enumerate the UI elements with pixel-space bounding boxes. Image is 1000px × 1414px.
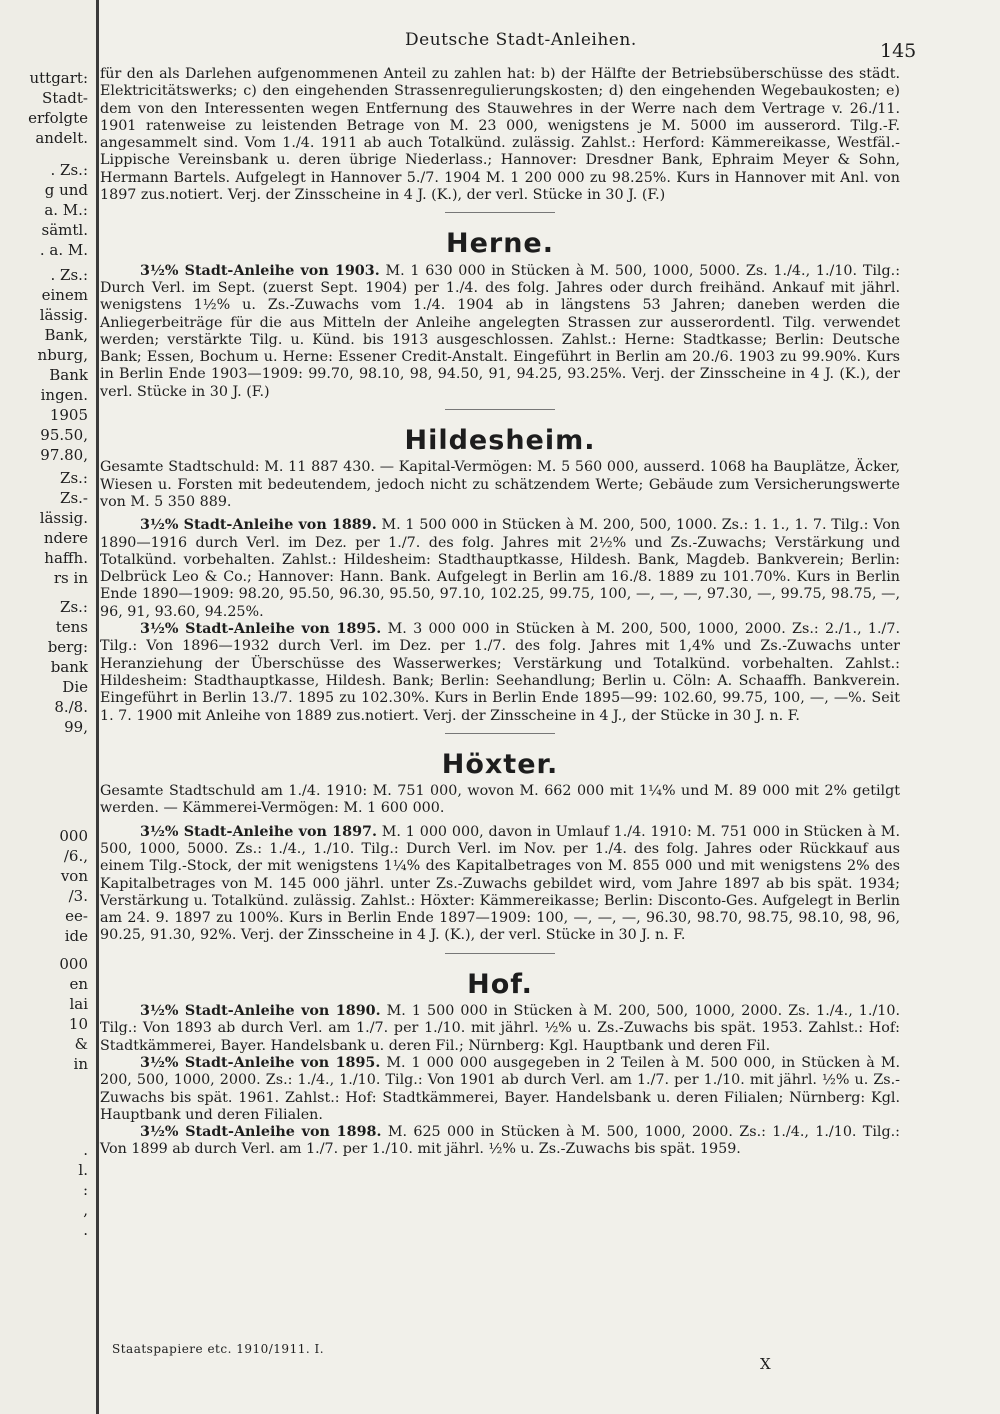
margin-fragment: 97.80,	[40, 446, 88, 464]
bond-text: M. 1 000 000, davon in Umlauf 1./4. 1910: M. 751 000 in Stücken à M. 500, 1000, 5000. Zs.: 1./4., 1./10. Tilg.: Durch Verl. im Nov. per 1./4. des folg. Jahres oder Rückkauf aus einem Tilg.-Stock, der mit wenigstens 1¼% des Kapitalbetrages von M. 855 000 und mit wenigstens 2% des Kapitalbetrages von M. 145 000 jährl. unter Zs.-Zuwachs gebildet wird, vom Jahre 1897 ab bis spät. 1934; Verstärkung u. Totalkünd. zulässig. Zahlst.: Höxter: Kämmereikasse; Berlin: Disconto-Ges. Aufgelegt in Berlin am 24. 9. 1897 zu 100%. Kurs in Berlin Ende 1897—1909: 100, —, —, —, 96.30, 98.70, 98.75, 98.10, 98, 96, 90.25, 91.30, 92%. Verj. der Zinsscheine in 4 J. (K.), der verl. Stücke in 30 J. n. F.	[100, 823, 900, 944]
margin-fragment: sämtl.	[41, 221, 88, 239]
margin-fragment: ndere	[43, 529, 88, 547]
page-number: 145	[880, 40, 917, 62]
city-summary: Gesamte Stadtschuld am 1./4. 1910: M. 751 000, wovon M. 662 000 mit 1¼% und M. 89 000 mit 2% getilgt werden. — Kämmerei-Vermögen: M. 1 600 000.	[100, 783, 900, 817]
margin-fragment: . Zs.:	[50, 266, 88, 284]
margin-fragment: uttgart:	[29, 69, 88, 87]
bond-text: M. 625 000 in Stücken à M. 500, 1000, 2000. Zs.: 1./4., 1./10. Tilg.: Von 1899 ab durch Verl. am 1./7. per 1./10. mit jährl. ½% u. Zs.-Zuwachs bis spät. 1959.	[100, 1124, 900, 1158]
bond-title: 3½% Stadt-Anleihe von 1903.	[140, 262, 380, 279]
margin-fragment: 000	[59, 955, 88, 973]
margin-fragment: haffh.	[44, 549, 88, 567]
city-heading-herne: Herne.	[445, 228, 554, 260]
section-divider	[445, 409, 555, 410]
margin-fragment: in	[73, 1055, 88, 1073]
section-divider	[445, 953, 555, 954]
margin-fragment: lässig.	[39, 306, 88, 324]
margin-fragment: l.	[78, 1161, 88, 1179]
margin-fragment: en	[69, 975, 88, 993]
margin-fragment: 8./8.	[54, 698, 88, 716]
margin-fragment: andelt.	[35, 129, 88, 147]
margin-fragment: 95.50,	[40, 426, 88, 444]
margin-fragment: /3.	[68, 887, 88, 905]
margin-fragment: lässig.	[39, 509, 88, 527]
margin-fragment: a. M.:	[44, 201, 88, 219]
margin-fragment: lai	[69, 995, 88, 1013]
bond-text: M. 1 000 000 ausgegeben in 2 Teilen à M. 500 000, in Stücken à M. 200, 500, 1000, 2000. Zs.: 1./4., 1./10. Tilg.: Von 1901 ab durch Verl. am 1./7. per 1./10. mit jährl. ½% u. Zs.-Zuwachs bis spät. 1961. Zahlst.: Hof: Stadtkämmerei, Bayer. Handelsbank u. deren Filialen; Nürnberg: Kgl. Hauptbank und deren Filialen.	[100, 1054, 901, 1123]
margin-fragment: 1905	[49, 406, 88, 424]
previous-page-margin	[0, 0, 99, 1414]
margin-fragment: Zs.-	[60, 489, 88, 507]
bond-entry	[100, 263, 900, 401]
margin-fragment: tens	[55, 618, 88, 636]
margin-fragment: rs in	[53, 569, 88, 587]
margin-fragment: ee-	[65, 907, 88, 925]
bond-text: M. 1 630 000 in Stücken à M. 500, 1000, 5000. Zs. 1./4., 1./10. Tilg.: Durch Verl. im Sept. (zuerst Sept. 1904) per 1./4. des folg. Jahres oder durch freihänd. Ankauf mit jährl. wenigstens 1½% u. Zs.-Zuwachs vom 1./4. 1904 ab in längstens 53 Jahren; daneben werden die Anliegerbeiträge für die aus Mitteln der Anleihe angelegten Strassen zur ausserordentl. Tilg. verwendet werden; verstärkte Tilg. u. Künd. bis 1913 ausgeschlossen. Zahlst.: Herne: Stadtkasse; Berlin: Deutsche Bank; Essen, Bochum u. Herne: Essener Credit-Anstalt. Eingeführt in Berlin am 20./6. 1903 zu 99.90%. Kurs in Berlin Ende 1903—1909: 99.70, 98.10, 98, 94.50, 91, 94.25, 93.25%. Verj. der Zinsscheine in 4 J. (K.), der verl. Stücke in 30 J. (F.)	[100, 262, 901, 400]
margin-fragment: Bank,	[44, 326, 88, 344]
margin-fragment: 000	[59, 827, 88, 845]
document-page	[100, 0, 1000, 1414]
bond-title: 3½% Stadt-Anleihe von 1890.	[140, 1003, 381, 1020]
bond-text: M. 1 500 000 in Stücken à M. 200, 500, 1000. Zs.: 1. 1., 1. 7. Tilg.: Von 1890—1916 durch Verl. im Dez. per 1./7. des folg. Jahres mit 2½% und Zs.-Zuwachs; Verstärkung und Totalkünd. vorbehalten. Zahlst.: Hildesheim: Stadthauptkasse, Hildesh. Bank, Magdeb. Bankverein; Berlin: Delbrück Leo & Co.; Hannover: Hann. Bank. Aufgelegt in Berlin am 16./8. 1889 zu 101.70%. Kurs in Berlin Ende 1890—1909: 98.20, 95.50, 96.30, 95.50, 97.10, 102.25, 99.75, 100, —, —, —, 97.30, —, 99.75, 98.75, —, 96, 91, 93.60, 94.25%.	[100, 517, 901, 620]
margin-fragment: ,	[83, 1201, 88, 1219]
margin-fragment: 10	[68, 1015, 88, 1033]
city-heading-hof: Hof.	[467, 968, 533, 1000]
margin-fragment: . a. M.	[39, 241, 88, 259]
margin-fragment: ide	[64, 927, 88, 945]
bond-title: 3½% Stadt-Anleihe von 1895.	[140, 1054, 381, 1071]
margin-fragment: Die	[62, 678, 88, 696]
margin-fragment: .	[83, 1141, 88, 1159]
margin-fragment: &	[74, 1035, 88, 1053]
footer-sheet-mark: X	[760, 1355, 771, 1373]
margin-fragment: . Zs.:	[50, 161, 88, 179]
margin-fragment: /6.,	[63, 847, 88, 865]
city-heading-hildesheim: Hildesheim.	[404, 425, 596, 457]
margin-fragment: g und	[44, 181, 88, 199]
margin-fragment: 99,	[64, 718, 88, 736]
margin-fragment: Stadt-	[42, 89, 88, 107]
bond-entry	[100, 1003, 900, 1055]
running-title: Deutsche Stadt-Anleihen.	[405, 30, 637, 50]
bond-entry	[100, 1124, 900, 1159]
margin-fragment: berg:	[47, 638, 88, 656]
margin-fragment: von	[60, 867, 88, 885]
city-summary: Gesamte Stadtschuld: M. 11 887 430. — Kapital-Vermögen: M. 5 560 000, ausserd. 1068 ha Bauplätze, Äcker, Wiesen u. Forsten mit bedeutendem, jedoch nicht zu schätzendem Werte; Gebäude zum Versicherungswerte von M. 5 350 889.	[100, 459, 900, 510]
bond-title: 3½% Stadt-Anleihe von 1898.	[140, 1124, 382, 1141]
bond-title: 3½% Stadt-Anleihe von 1895.	[140, 621, 382, 638]
margin-fragment: erfolgte	[28, 109, 88, 127]
bond-title: 3½% Stadt-Anleihe von 1897.	[140, 823, 377, 840]
margin-fragment: ingen.	[40, 386, 88, 404]
margin-fragment: einem	[41, 286, 88, 304]
section-divider	[445, 212, 555, 213]
margin-fragment: .	[83, 1221, 88, 1239]
margin-fragment: Bank	[49, 366, 88, 384]
page-body	[100, 66, 900, 1159]
bond-text: M. 1 500 000 in Stücken à M. 200, 500, 1000, 2000. Zs. 1./4., 1./10. Tilg.: Von 1893 ab durch Verl. am 1./7. per 1./10. mit jährl. ½% u. Zs.-Zuwachs bis spät. 1953. Zahlst.: Hof: Stadtkämmerei, Bayer. Handelsbank u. deren Fil.; Nürnberg: Kgl. Hauptbank und deren Fil.	[100, 1003, 901, 1054]
bond-entry	[100, 824, 900, 945]
margin-fragment: bank	[50, 658, 88, 676]
footer-signature: Staatspapiere etc. 1910/1911. I.	[112, 1342, 325, 1356]
margin-fragment: nburg,	[37, 346, 88, 364]
margin-fragment: :	[82, 1181, 88, 1199]
section-divider	[445, 733, 555, 734]
bond-title: 3½% Stadt-Anleihe von 1889.	[140, 517, 377, 534]
bond-entry	[100, 1055, 900, 1124]
margin-fragment: Zs.:	[60, 598, 88, 616]
bond-entry	[100, 517, 900, 621]
margin-fragment: Zs.:	[60, 469, 88, 487]
bond-text: M. 3 000 000 in Stücken à M. 200, 500, 1000, 2000. Zs.: 2./1., 1./7. Tilg.: Von 1896—1932 durch Verl. im Dez. per 1./7. des folg. Jahres mit 1,4% und Zs.-Zuwachs unter Heranziehung der Überschüsse des Wasserwerkes; Verstärkung und Totalkünd. vorbehalten. Zahlst.: Hildesheim: Stadthauptkasse, Hildesh. Bank; Berlin: Seehandlung; Berlin u. Cöln: A. Schaaffh. Bankverein. Eingeführt in Berlin 13./7. 1895 zu 102.30%. Kurs in Berlin Ende 1895—99: 102.60, 99.75, 100, —, —%. Seit 1. 7. 1900 mit Anleihe von 1889 zus.notiert. Verj. der Zinsscheine in 4 J., der Stücke in 30 J. n. F.	[100, 621, 901, 724]
city-heading-hoexter: Höxter.	[441, 748, 559, 780]
intro-paragraph: für den als Darlehen aufgenommenen Anteil zu zahlen hat: b) der Hälfte der Betriebsüberschüsse des städt. Elektricitätswerks; c) den eingehenden Strassenregulierungskosten; d) den eingehenden Wegebaukosten; e) dem von den Interessenten wegen Entfernung des Stauwehres in der Werre nach dem Vertrage v. 26./11. 1901 ratenweise zu leistenden Betrage von M. 23 000, wenigstens je M. 5000 im ausserord. Tilg.-F. angesammelt sind. Vom 1./4. 1911 ab auch Totalkünd. zulässig. Zahlst.: Herford: Kämmereikasse, Westfäl.-Lippische Vereinsbank u. deren übrige Niederlass.; Hannover: Dresdner Bank, Ephraim Meyer & Sohn, Hermann Bartels. Aufgelegt in Hannover 5./7. 1904 M. 1 200 000 zu 98.25%. Kurs in Hannover mit Anl. von 1897 zus.notiert. Verj. der Zinsscheine in 4 J. (K.), der verl. Stücke in 30 J. (F.)	[100, 66, 900, 204]
bond-entry	[100, 621, 900, 725]
